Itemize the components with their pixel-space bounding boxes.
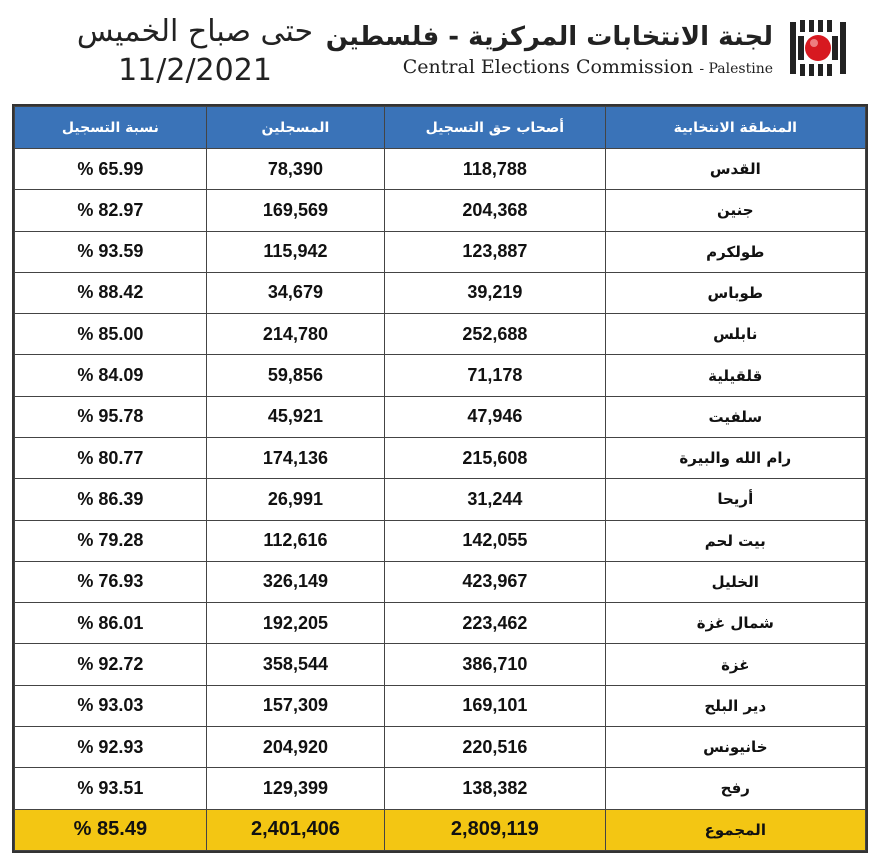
cell-eligible: 220,516 bbox=[385, 726, 605, 767]
total-row bbox=[15, 809, 866, 851]
cell-rate: 92.93 % bbox=[15, 726, 207, 767]
total-registered: 2,401,406 bbox=[206, 809, 384, 851]
cell-eligible: 204,368 bbox=[385, 190, 605, 231]
table-row bbox=[15, 355, 866, 396]
table-row bbox=[15, 231, 866, 272]
cell-area: القدس bbox=[605, 149, 865, 190]
cell-area: طوباس bbox=[605, 272, 865, 313]
cell-eligible: 215,608 bbox=[385, 437, 605, 478]
total-area: المجموع bbox=[605, 809, 865, 851]
cell-eligible: 252,688 bbox=[385, 314, 605, 355]
cell-rate: 92.72 % bbox=[15, 644, 207, 685]
table-row bbox=[15, 768, 866, 809]
cell-rate: 85.00 % bbox=[15, 314, 207, 355]
table-header-row bbox=[15, 107, 866, 149]
header-eligible: أصحاب حق التسجيل bbox=[385, 107, 605, 149]
cell-area: طولكرم bbox=[605, 231, 865, 272]
date-title: حتى صباح الخميس bbox=[76, 14, 314, 49]
table-row bbox=[15, 520, 866, 561]
cell-registered: 45,921 bbox=[206, 396, 384, 437]
date-value: 11/2/2021 bbox=[118, 53, 272, 88]
cell-rate: 95.78 % bbox=[15, 396, 207, 437]
table-row bbox=[15, 685, 866, 726]
header-registered: المسجلين bbox=[206, 107, 384, 149]
cell-eligible: 39,219 bbox=[385, 272, 605, 313]
cell-rate: 80.77 % bbox=[15, 437, 207, 478]
cell-rate: 86.01 % bbox=[15, 603, 207, 644]
table-row bbox=[15, 644, 866, 685]
cell-area: غزة bbox=[605, 644, 865, 685]
commission-logo bbox=[788, 18, 848, 78]
cell-area: سلفيت bbox=[605, 396, 865, 437]
cell-eligible: 138,382 bbox=[385, 768, 605, 809]
cell-area: بيت لحم bbox=[605, 520, 865, 561]
table-row bbox=[15, 396, 866, 437]
cell-rate: 93.51 % bbox=[15, 768, 207, 809]
cell-rate: 65.99 % bbox=[15, 149, 207, 190]
table-row bbox=[15, 314, 866, 355]
organization-name bbox=[326, 18, 773, 80]
cell-eligible: 31,244 bbox=[385, 479, 605, 520]
table-row bbox=[15, 272, 866, 313]
cell-registered: 129,399 bbox=[206, 768, 384, 809]
table-row bbox=[15, 149, 866, 190]
table-row bbox=[15, 479, 866, 520]
total-rate: 85.49 % bbox=[15, 809, 207, 851]
cell-registered: 204,920 bbox=[206, 726, 384, 767]
cell-rate: 79.28 % bbox=[15, 520, 207, 561]
registration-table bbox=[12, 104, 868, 853]
date-block bbox=[60, 12, 330, 90]
cell-eligible: 423,967 bbox=[385, 561, 605, 602]
cell-rate: 93.03 % bbox=[15, 685, 207, 726]
cell-registered: 326,149 bbox=[206, 561, 384, 602]
cell-eligible: 169,101 bbox=[385, 685, 605, 726]
cell-eligible: 47,946 bbox=[385, 396, 605, 437]
cell-area: خانيونس bbox=[605, 726, 865, 767]
cell-eligible: 142,055 bbox=[385, 520, 605, 561]
table-row bbox=[15, 726, 866, 767]
cell-registered: 115,942 bbox=[206, 231, 384, 272]
cell-eligible: 386,710 bbox=[385, 644, 605, 685]
table-row bbox=[15, 190, 866, 231]
cell-rate: 86.39 % bbox=[15, 479, 207, 520]
org-name-english-suffix: - Palestine bbox=[699, 61, 773, 77]
cell-eligible: 118,788 bbox=[385, 149, 605, 190]
cell-rate: 84.09 % bbox=[15, 355, 207, 396]
cell-registered: 157,309 bbox=[206, 685, 384, 726]
cell-registered: 169,569 bbox=[206, 190, 384, 231]
cell-registered: 34,679 bbox=[206, 272, 384, 313]
cell-area: نابلس bbox=[605, 314, 865, 355]
org-name-english bbox=[326, 56, 773, 80]
cell-area: أريحا bbox=[605, 479, 865, 520]
header-rate: نسبة التسجيل bbox=[15, 107, 207, 149]
cell-eligible: 223,462 bbox=[385, 603, 605, 644]
cell-area: رفح bbox=[605, 768, 865, 809]
cell-rate: 88.42 % bbox=[15, 272, 207, 313]
cell-registered: 214,780 bbox=[206, 314, 384, 355]
cell-registered: 174,136 bbox=[206, 437, 384, 478]
cell-registered: 358,544 bbox=[206, 644, 384, 685]
cell-eligible: 123,887 bbox=[385, 231, 605, 272]
cell-registered: 59,856 bbox=[206, 355, 384, 396]
cell-registered: 112,616 bbox=[206, 520, 384, 561]
cell-rate: 93.59 % bbox=[15, 231, 207, 272]
table-row bbox=[15, 437, 866, 478]
table-row bbox=[15, 603, 866, 644]
cell-area: جنين bbox=[605, 190, 865, 231]
org-name-arabic: لجنة الانتخابات المركزية - فلسطين bbox=[325, 22, 773, 52]
cell-registered: 78,390 bbox=[206, 149, 384, 190]
page-header bbox=[0, 0, 877, 100]
total-eligible: 2,809,119 bbox=[385, 809, 605, 851]
header-area: المنطقة الانتخابية bbox=[605, 107, 865, 149]
cell-area: دير البلح bbox=[605, 685, 865, 726]
cell-area: الخليل bbox=[605, 561, 865, 602]
cell-area: قلقيلية bbox=[605, 355, 865, 396]
cell-rate: 76.93 % bbox=[15, 561, 207, 602]
table-row bbox=[15, 561, 866, 602]
cell-area: شمال غزة bbox=[605, 603, 865, 644]
cell-registered: 26,991 bbox=[206, 479, 384, 520]
org-name-english-main: Central Elections Commission bbox=[402, 56, 694, 78]
cell-eligible: 71,178 bbox=[385, 355, 605, 396]
cell-area: رام الله والبيرة bbox=[605, 437, 865, 478]
cell-registered: 192,205 bbox=[206, 603, 384, 644]
cell-rate: 82.97 % bbox=[15, 190, 207, 231]
